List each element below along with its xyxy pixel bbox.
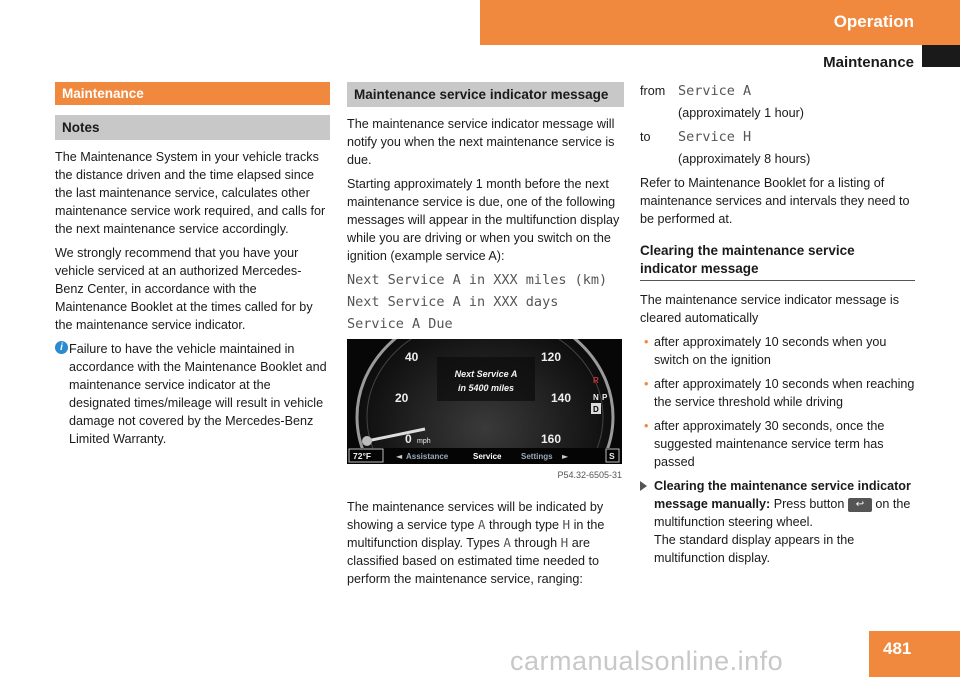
list-item: [640, 375, 915, 411]
text: The maintenance services will be indicated by showing a service type: [347, 500, 604, 532]
dash-right-arrow: ►: [562, 452, 569, 461]
service-type-h: H: [560, 535, 569, 550]
message-example: Next Service A in XXX miles (km): [347, 272, 608, 288]
page-number-tab: [869, 631, 960, 677]
step-result: The standard display appears in the multifunction display.: [654, 533, 855, 565]
from-note: (approximately 1 hour): [678, 106, 804, 120]
dash-message-line1: Next Service A: [454, 369, 518, 379]
dash-menu-right: Settings: [521, 452, 553, 461]
dash-menu-mid: Service: [473, 452, 502, 461]
from-label: from: [640, 84, 666, 98]
text: in the multifunction display. Types: [347, 518, 605, 550]
gear-r: R: [593, 376, 599, 385]
bullet-icon: •: [644, 377, 649, 391]
instrument-cluster-image: [347, 339, 622, 464]
gear-p: P: [602, 393, 608, 402]
gear-d: D: [593, 405, 599, 414]
step-text: on the multifunction steering wheel.: [654, 497, 911, 529]
dash-corner: S: [609, 451, 615, 461]
to-code: Service H: [678, 129, 752, 145]
indicator-bar: Maintenance service indicator message: [347, 82, 624, 107]
step-text: Press button: [770, 497, 848, 511]
text: through: [510, 536, 561, 550]
bullet-list: [640, 333, 915, 471]
cluster-graphic: [347, 339, 622, 464]
subheading: Clearing the maintenance service indicator message: [640, 242, 915, 281]
column-1: [55, 82, 330, 448]
dash-tick: 120: [541, 350, 562, 364]
dash-tick: 20: [395, 391, 409, 405]
bullet-icon: •: [644, 335, 649, 349]
section-bar: Maintenance: [55, 82, 330, 105]
info-text: Failure to have the vehicle maintained in accordance with the Maintenance Booklet and maintenance service indicator at the designated times/mileage will result in vehicle damage not covered by the Mercedes-Benz Limited Warranty.: [69, 342, 327, 446]
paragraph: We strongly recommend that you have your vehicle serviced at an authorized Mercedes-Benz Center, in accordance with the Maintenance Booklet at the times called for by the maintenance service indicator.: [55, 246, 313, 332]
service-type-a: A: [477, 517, 486, 532]
list-item: [640, 417, 915, 471]
dash-tick: 40: [405, 350, 419, 364]
info-icon: i: [55, 341, 68, 354]
list-item-text: after approximately 10 seconds when reaching the service threshold while driving: [654, 377, 915, 409]
paragraph: The maintenance service indicator message is cleared automatically: [640, 293, 899, 325]
dash-tick: 160: [541, 432, 562, 446]
list-item: [640, 333, 915, 369]
service-type-h: H: [562, 517, 571, 532]
dash-temp: 72°F: [353, 451, 372, 461]
watermark: carmanualsonline.info: [510, 646, 784, 676]
gear-n: N: [593, 393, 599, 402]
section-title: Maintenance: [823, 54, 914, 71]
info-note: [55, 340, 330, 448]
dash-message-line2: in 5400 miles: [457, 383, 515, 393]
list-item-text: after approximately 10 seconds when you switch on the ignition: [654, 335, 887, 367]
paragraph: [347, 498, 624, 588]
dash-unit: mph: [417, 438, 431, 445]
instruction-step: [640, 477, 915, 567]
chapter-title: Operation: [833, 12, 914, 31]
paragraph: Starting approximately 1 month before the next maintenance service is due, one of the following messages will appear in the multifunction display while you are driving or when you switch on the ignition (example service A):: [347, 177, 620, 263]
dash-left-arrow: ◄: [396, 452, 403, 461]
message-example: Next Service A in XXX days: [347, 294, 559, 310]
chapter-tab: [480, 0, 960, 45]
text: through type: [485, 518, 563, 532]
to-label: to: [640, 130, 651, 144]
from-code: Service A: [678, 83, 752, 99]
paragraph: The Maintenance System in your vehicle tracks the distance driven and the time elapsed since the last maintenance service, calculates other maintenance service work required, and calls for the next maintenance service accordingly.: [55, 150, 326, 236]
page-number: 481: [883, 639, 912, 658]
paragraph: Refer to Maintenance Booklet for a listing of maintenance services and intervals they need to be performed at.: [640, 176, 910, 226]
text: are classified based on estimated time needed to perform the maintenance service, ranging:: [347, 536, 600, 586]
column-3: [640, 82, 915, 567]
column-2: [347, 82, 624, 594]
step-title: Clearing the maintenance service indicator message manually:: [654, 479, 911, 511]
range-to: [640, 128, 915, 146]
dash-menu-left: Assistance: [406, 452, 449, 461]
notes-bar: Notes: [55, 115, 330, 140]
dash-tick: 140: [551, 391, 572, 405]
service-type-a: A: [503, 535, 511, 550]
section-marker: [922, 45, 960, 67]
message-example: Service A Due: [347, 316, 453, 332]
dash-tick: 0: [405, 432, 412, 446]
back-button-icon: ↩: [848, 498, 872, 512]
step-arrow-icon: [640, 481, 647, 491]
to-note: (approximately 8 hours): [678, 152, 811, 166]
image-caption: P54.32-6505-31: [557, 470, 622, 480]
list-item-text: after approximately 30 seconds, once the suggested maintenance service term has passed: [654, 419, 885, 469]
bullet-icon: •: [644, 419, 649, 433]
range-from: [640, 82, 915, 100]
paragraph: The maintenance service indicator message will notify you when the next maintenance service is due.: [347, 117, 615, 167]
